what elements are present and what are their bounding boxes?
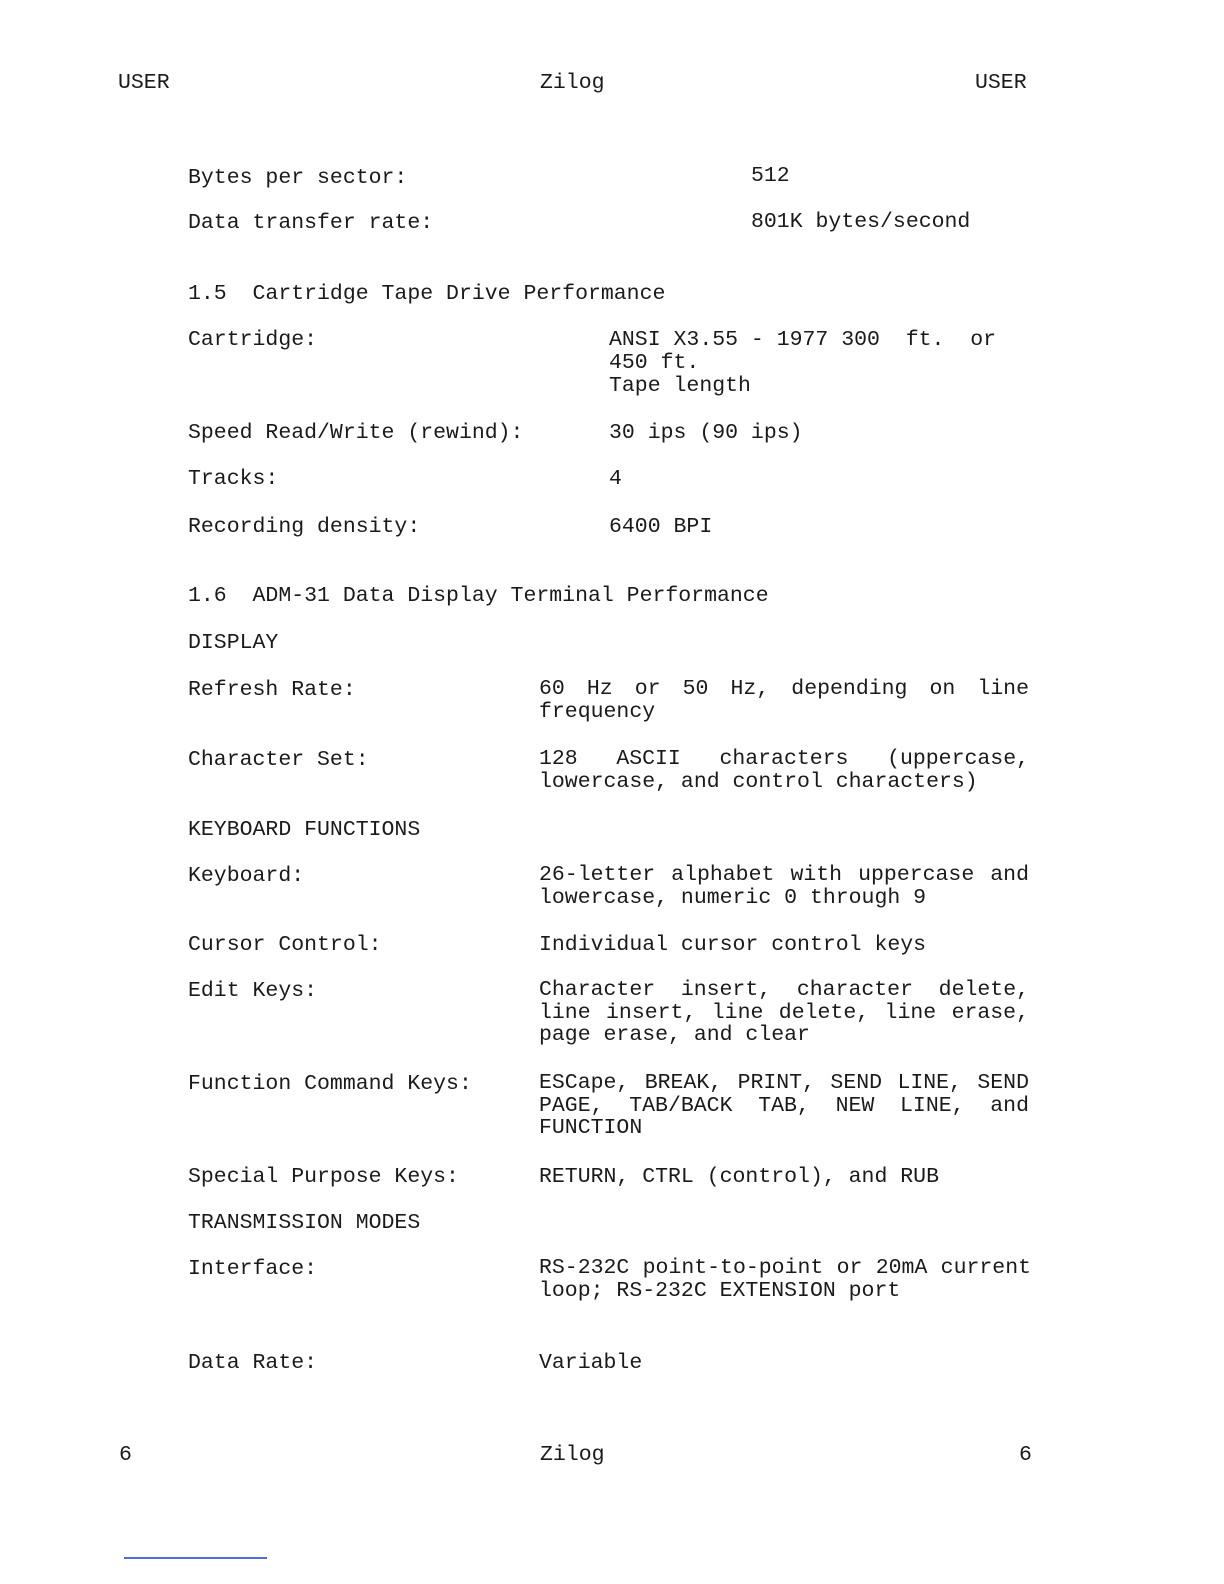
section-1-5-heading: 1.5 Cartridge Tape Drive Performance [188,282,666,306]
footer-right-page-number: 6 [1019,1443,1032,1467]
tracks-value: 4 [609,467,622,491]
function-command-keys-value: ESCape, BREAK, PRINT, SEND LINE, SEND PAGE, TAB/BACK TAB, NEW LINE, and FUNCTION [539,1071,1029,1140]
cartridge-value-line1: ANSI X3.55 - 1977 300 ft. or [609,328,997,352]
transmission-modes-heading: TRANSMISSION MODES [188,1211,421,1235]
cursor-control-value: Individual cursor control keys [539,933,927,957]
header-center: Zilog [540,71,605,95]
bytes-per-sector-value: 512 [751,164,790,188]
display-heading: DISPLAY [188,631,279,655]
keyboard-value: 26-letter alphabet with uppercase and lowercase, numeric 0 through 9 [539,863,1029,910]
character-set-value: 128 ASCII characters (uppercase, lowercase, and control characters) [539,747,1029,794]
footer-left-page-number: 6 [119,1443,132,1467]
keyboard-label: Keyboard: [188,864,305,888]
tracks-label: Tracks: [188,467,279,491]
edit-keys-value: Character insert, character delete, line insert, line delete, line erase, page erase, and clear [539,978,1029,1047]
function-command-keys-label: Function Command Keys: [188,1072,472,1096]
cartridge-value-line2: 450 ft. [609,351,700,375]
refresh-rate-value: 60 Hz or 50 Hz, depending on line frequency [539,677,1029,724]
section-1-6-heading: 1.6 ADM-31 Data Display Terminal Performance [188,584,769,608]
refresh-rate-label: Refresh Rate: [188,678,356,702]
density-value: 6400 BPI [609,515,713,539]
speed-value: 30 ips (90 ips) [609,421,803,445]
data-transfer-rate-label: Data transfer rate: [188,211,434,235]
special-purpose-keys-value: RETURN, CTRL (control), and RUB [539,1165,939,1189]
data-rate-value: Variable [539,1351,643,1375]
scan-edge-line [124,1557,267,1559]
keyboard-functions-heading: KEYBOARD FUNCTIONS [188,818,421,842]
interface-label: Interface: [188,1257,318,1281]
cursor-control-label: Cursor Control: [188,933,382,957]
data-transfer-rate-value: 801K bytes/second [751,210,971,234]
header-right: USER [975,71,1027,95]
density-label: Recording density: [188,515,421,539]
bytes-per-sector-label: Bytes per sector: [188,166,408,190]
data-rate-label: Data Rate: [188,1351,318,1375]
cartridge-value-line3: Tape length [609,374,751,398]
speed-label: Speed Read/Write (rewind): [188,421,524,445]
header-left: USER [118,71,170,95]
character-set-label: Character Set: [188,748,369,772]
cartridge-label: Cartridge: [188,328,318,352]
footer-center: Zilog [540,1443,605,1467]
interface-value: RS-232C point-to-point or 20mA current loop; RS-232C EXTENSION port [539,1256,1031,1303]
edit-keys-label: Edit Keys: [188,979,318,1003]
special-purpose-keys-label: Special Purpose Keys: [188,1165,459,1189]
